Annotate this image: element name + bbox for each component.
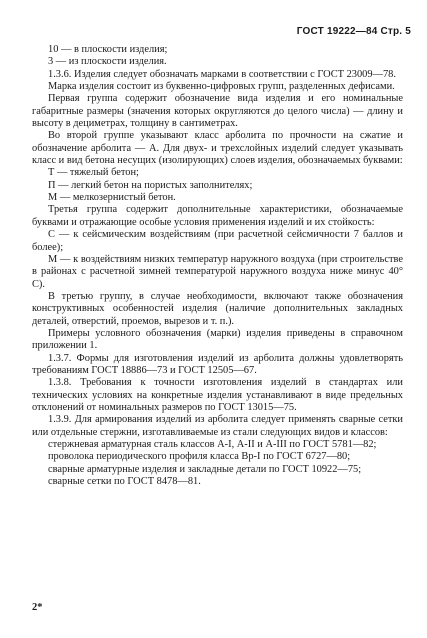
- concrete-type-light: П — легкий бетон на пористых заполнителях;: [48, 179, 253, 191]
- list-item-10: 10 — в плоскости изделия;: [48, 44, 168, 55]
- condition-low-temperature: М — к воздействиям низких температур наружного воздуха (при строительстве в районах с расчетной зимней температурой наружного воздуха ниже минус 40° С).: [32, 253, 403, 290]
- clause-1-3-7: 1.3.7. Формы для изготовления изделий из арболита должны удовлетворять требованиям ГОСТ 18886—73 и ГОСТ 12505—67.: [32, 352, 403, 376]
- paragraph-third-group-extra: В третью группу, в случае необходимости, включают также обозначения конструктивных особенностей изделия (наличие дополнительных закладных деталей, отверстий, проемов, вырезов и т. п.).: [32, 290, 403, 327]
- concrete-type-heavy: Т — тяжелый бетон;: [48, 167, 139, 179]
- clause-1-3-8: 1.3.8. Требования к точности изготовления изделий в стандартах или технических условиях на конкретные изделия устанавливают в виде предельных отклонений от номинальных размеров по ГОСТ 13015—75.: [32, 377, 403, 413]
- clause-1-3-6: 1.3.6. Изделия следует обозначать марками в соответствии с ГОСТ 23009—78.: [48, 68, 396, 80]
- clause-1-3-9: 1.3.9. Для армирования изделий из арболита следует применять сварные сетки или отдельные стержни, изготавливаемые из стали следующих видов и классов:: [32, 414, 403, 438]
- page-header: ГОСТ 19222—84 Стр. 5: [296, 26, 411, 37]
- reinforcement-welded-mesh: сварные сетки по ГОСТ 8478—81.: [48, 476, 201, 488]
- condition-seismic: С — к сейсмическим воздействиям (при расчетной сейсмичности 7 баллов и более);: [32, 229, 403, 253]
- reinforcement-wire: проволока периодического профиля класса Вр-I по ГОСТ 6727—80;: [48, 451, 351, 463]
- document-body: [32, 44, 403, 488]
- paragraph-mark-structure: Марка изделия состоит из буквенно-цифровых групп, разделенных дефисами.: [48, 81, 395, 93]
- paragraph-examples: Примеры условного обозначения (марки) изделия приведены в справочном приложении 1.: [32, 327, 403, 352]
- reinforcement-welded-items: сварные арматурные изделия и закладные детали по ГОСТ 10922—75;: [48, 463, 362, 475]
- concrete-type-fine: М — мелкозернистый бетон.: [48, 192, 176, 204]
- reinforcement-bar-steel: стержневая арматурная сталь классов А-I, А-II и А-III по ГОСТ 5781—82;: [48, 439, 377, 450]
- paragraph-third-group: Третья группа содержит дополнительные характеристики, обозначаемые буквами и отражающие особые условия применения изделий и их стойкость:: [32, 204, 403, 228]
- page-number: 2*: [32, 602, 43, 613]
- paragraph-second-group: Во второй группе указывают класс арболита по прочности на сжатие и обозначение арболита — А. Для двух- и трехслойных изделий следует указывать класс и вид бетона несущих (изолирующих) слоев изделия, обозначаемых буквами:: [32, 130, 403, 167]
- paragraph-first-group: Первая группа содержит обозначение вида изделия и его номинальные габаритные размеры (значения которых округляются до целого числа) — длину и высоту в дециметрах, толщину в сантиметрах.: [32, 93, 403, 130]
- list-item-3: 3 — из плоскости изделия.: [48, 56, 167, 68]
